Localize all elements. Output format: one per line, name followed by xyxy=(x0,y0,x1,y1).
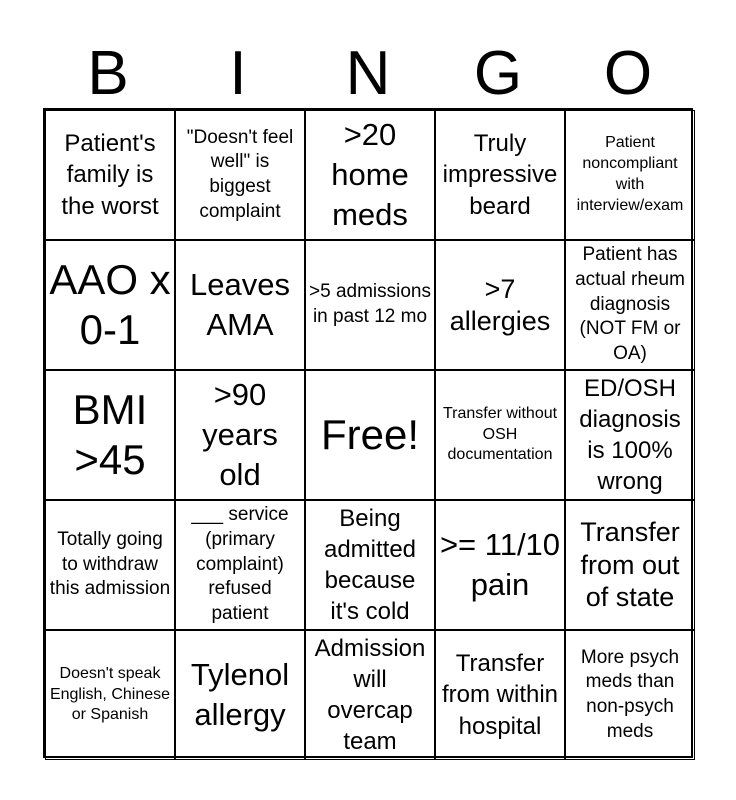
cell-text: More psych meds than non-psych meds xyxy=(580,646,680,742)
cell-text: Totally going to withdraw this admission xyxy=(49,528,171,600)
cell-text: Doesn't speak English, Chinese or Spanish xyxy=(49,664,171,724)
free-space-cell[interactable] xyxy=(305,370,435,500)
bingo-cell[interactable] xyxy=(305,110,435,240)
bingo-cell[interactable] xyxy=(565,500,695,630)
cell-text: Tylenol allergy xyxy=(190,656,290,732)
cell-text: >= 11/10 pain xyxy=(439,526,561,602)
cell-text: Patient's family is the worst xyxy=(61,130,159,220)
cell-text: Being admitted because it's cold xyxy=(323,504,417,626)
bingo-cell[interactable] xyxy=(175,630,305,760)
bingo-cell[interactable] xyxy=(45,110,175,240)
bingo-cell[interactable] xyxy=(435,110,565,240)
bingo-cell[interactable] xyxy=(435,500,565,630)
cell-text: >7 allergies xyxy=(449,273,551,336)
bingo-cell[interactable] xyxy=(45,240,175,370)
bingo-cell[interactable] xyxy=(175,500,305,630)
bingo-cell[interactable] xyxy=(565,240,695,370)
bingo-cell[interactable] xyxy=(435,630,565,760)
cell-text: >90 years old xyxy=(202,376,278,493)
bingo-header xyxy=(43,40,693,108)
bingo-cell[interactable] xyxy=(305,630,435,760)
cell-text: Patient noncompliant with interview/exam xyxy=(576,134,684,214)
bingo-cell[interactable] xyxy=(175,370,305,500)
bingo-cell[interactable] xyxy=(435,240,565,370)
bingo-cell[interactable] xyxy=(45,630,175,760)
bingo-card-grid xyxy=(43,108,693,758)
bingo-cell[interactable] xyxy=(175,240,305,370)
cell-text: Transfer without OSH documentation xyxy=(442,404,558,464)
cell-text: Leaves AMA xyxy=(190,266,290,342)
cell-text: Transfer from out of state xyxy=(580,517,680,613)
header-letter-b: B xyxy=(87,39,129,108)
bingo-cell[interactable] xyxy=(175,110,305,240)
cell-text: >5 admissions in past 12 mo xyxy=(309,281,431,327)
bingo-cell[interactable] xyxy=(305,500,435,630)
bingo-cell[interactable] xyxy=(435,370,565,500)
header-letter-o: O xyxy=(603,39,653,108)
cell-text: Transfer from within hospital xyxy=(441,650,559,740)
cell-text: ___ service (primary complaint) refused patient xyxy=(191,504,289,625)
cell-text: Patient has actual rheum diagnosis (NOT FM or OA) xyxy=(575,244,685,365)
cell-text: AAO x 0-1 xyxy=(49,255,171,353)
cell-text: BMI >45 xyxy=(72,385,148,483)
cell-text: Admission will overcap team xyxy=(314,634,426,756)
bingo-cell[interactable] xyxy=(45,370,175,500)
header-letter-g: G xyxy=(473,39,523,108)
bingo-cell[interactable] xyxy=(565,370,695,500)
bingo-cell[interactable] xyxy=(565,630,695,760)
bingo-cell[interactable] xyxy=(45,500,175,630)
free-space-text: Free! xyxy=(320,410,420,458)
header-letter-i: I xyxy=(229,39,247,108)
cell-text: "Doesn't feel well" is biggest complaint xyxy=(186,126,294,222)
cell-text: >20 home meds xyxy=(331,116,409,233)
bingo-cell[interactable] xyxy=(565,110,695,240)
bingo-cell[interactable] xyxy=(305,240,435,370)
cell-text: ED/OSH diagnosis is 100% wrong xyxy=(579,374,681,496)
header-letter-n: N xyxy=(345,39,391,108)
cell-text: Truly impressive beard xyxy=(442,130,558,220)
